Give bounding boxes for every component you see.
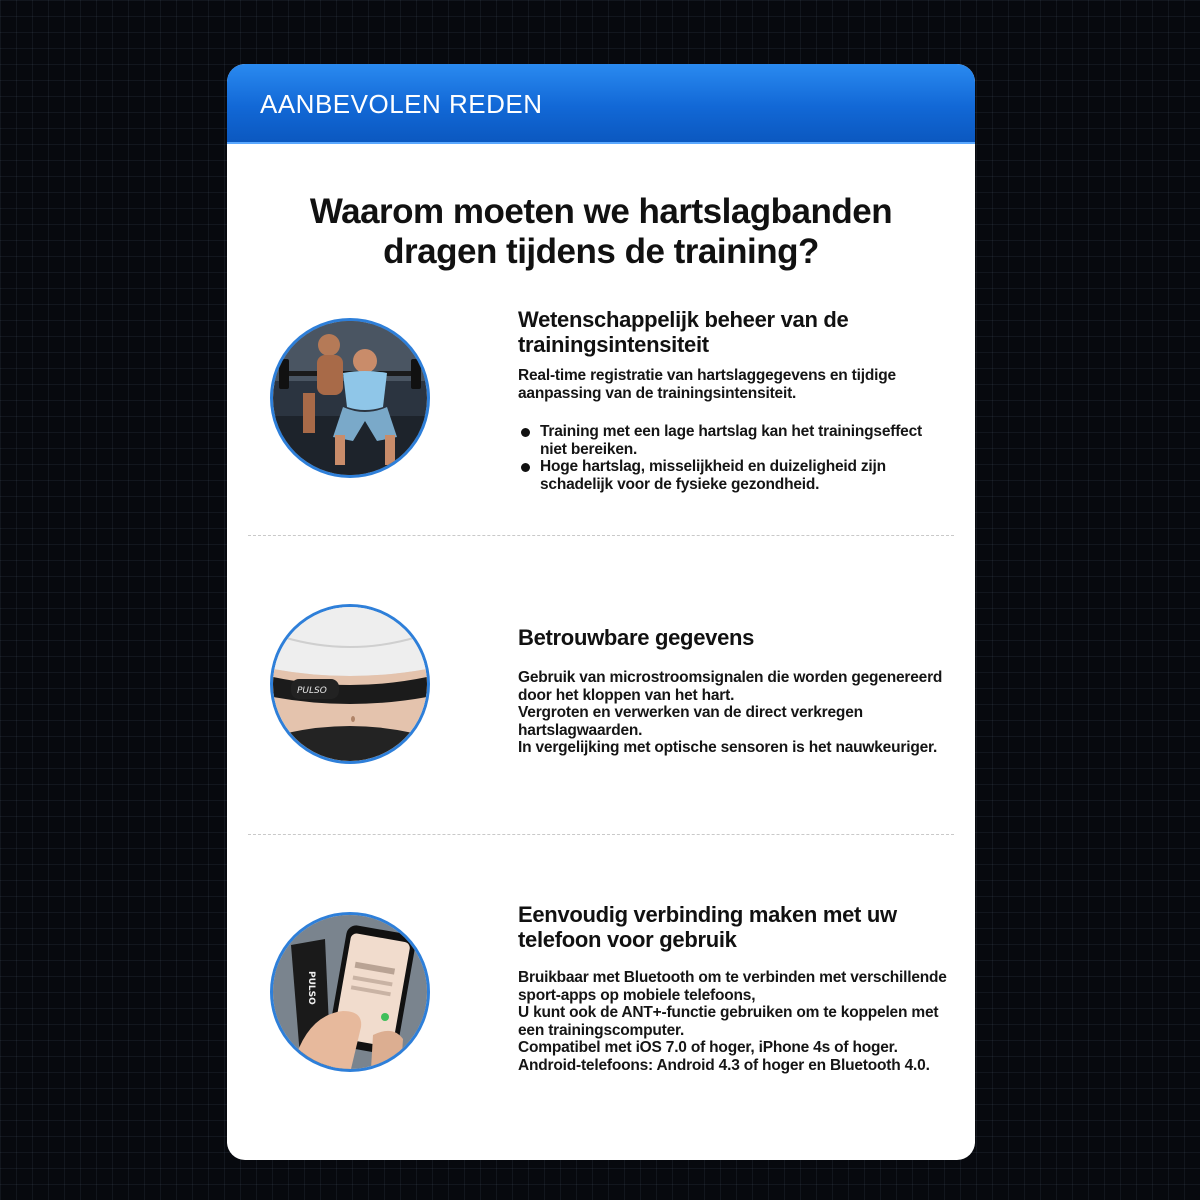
bullet-1-line-2: niet bereiken. bbox=[540, 440, 638, 458]
section-1-title-line-2: trainingsintensiteit bbox=[518, 332, 709, 357]
strap-brand-label: PULSO bbox=[306, 971, 316, 1005]
page-title bbox=[227, 192, 975, 272]
header-title: AANBEVOLEN REDEN bbox=[260, 89, 543, 119]
section-2-body-line-4: hartslagwaarden. bbox=[518, 721, 643, 739]
card-header bbox=[227, 64, 975, 144]
section-3-body bbox=[518, 969, 958, 1074]
section-1-body-line-2: aanpassing van de trainingsintensiteit. bbox=[518, 384, 797, 402]
section-3-title-line-2: telefoon voor gebruik bbox=[518, 927, 737, 952]
section-2-body-line-5: In vergelijking met optische sensoren is het nauwkeuriger. bbox=[518, 739, 938, 756]
bullet-1-line-1: Training met een lage hartslag kan het trainingseffect bbox=[540, 423, 922, 440]
chest-strap-photo bbox=[270, 604, 430, 764]
section-2-title: Betrouwbare gegevens bbox=[518, 625, 755, 650]
section-1-bullet-list bbox=[518, 423, 958, 493]
squat-workout-photo bbox=[270, 318, 430, 478]
bullet-2-line-1: Hoge hartslag, misselijkheid en duizeligheid zijn bbox=[540, 458, 886, 475]
section-2-body-line-1: Gebruik van microstroomsignalen die worden gegenereerd bbox=[518, 669, 943, 686]
section-3-body-line-5: Compatibel met iOS 7.0 of hoger, iPhone 4s of hoger. bbox=[518, 1039, 898, 1056]
section-1-title bbox=[518, 307, 938, 357]
section-divider bbox=[248, 535, 954, 536]
phone-app-photo bbox=[270, 912, 430, 1072]
section-3-body-line-3: U kunt ook de ANT+-functie gebruiken om te koppelen met bbox=[518, 1004, 939, 1021]
section-3-title-line-1: Eenvoudig verbinding maken met uw bbox=[518, 902, 897, 927]
section-1-title-line-1: Wetenschappelijk beheer van de bbox=[518, 307, 849, 332]
section-3-body-line-6: Android-telefoons: Android 4.3 of hoger en Bluetooth 4.0. bbox=[518, 1056, 930, 1074]
section-2-body-line-3: Vergroten en verwerken van de direct verkregen bbox=[518, 704, 863, 721]
content-card bbox=[227, 64, 975, 1160]
page-title-line-2: dragen tijdens de training? bbox=[383, 232, 819, 271]
section-3-body-line-2: sport-apps op mobiele telefoons, bbox=[518, 986, 756, 1004]
section-3-title bbox=[518, 902, 938, 952]
section-1-body bbox=[518, 367, 958, 402]
strap-brand-label: PULSO bbox=[297, 686, 327, 696]
section-1-body-line-1: Real-time registratie van hartslaggegevens en tijdige bbox=[518, 367, 896, 384]
section-2-body-line-2: door het kloppen van het hart. bbox=[518, 686, 735, 704]
bullet-item bbox=[518, 458, 958, 493]
bullet-2-line-2: schadelijk voor de fysieke gezondheid. bbox=[540, 475, 820, 493]
section-3-body-line-1: Bruikbaar met Bluetooth om te verbinden met verschillende bbox=[518, 969, 947, 986]
section-3-body-line-4: een trainingscomputer. bbox=[518, 1021, 685, 1039]
section-2-body bbox=[518, 669, 958, 757]
bullet-item bbox=[518, 423, 958, 458]
page-title-line-1: Waarom moeten we hartslagbanden bbox=[309, 192, 893, 231]
section-divider bbox=[248, 834, 954, 835]
